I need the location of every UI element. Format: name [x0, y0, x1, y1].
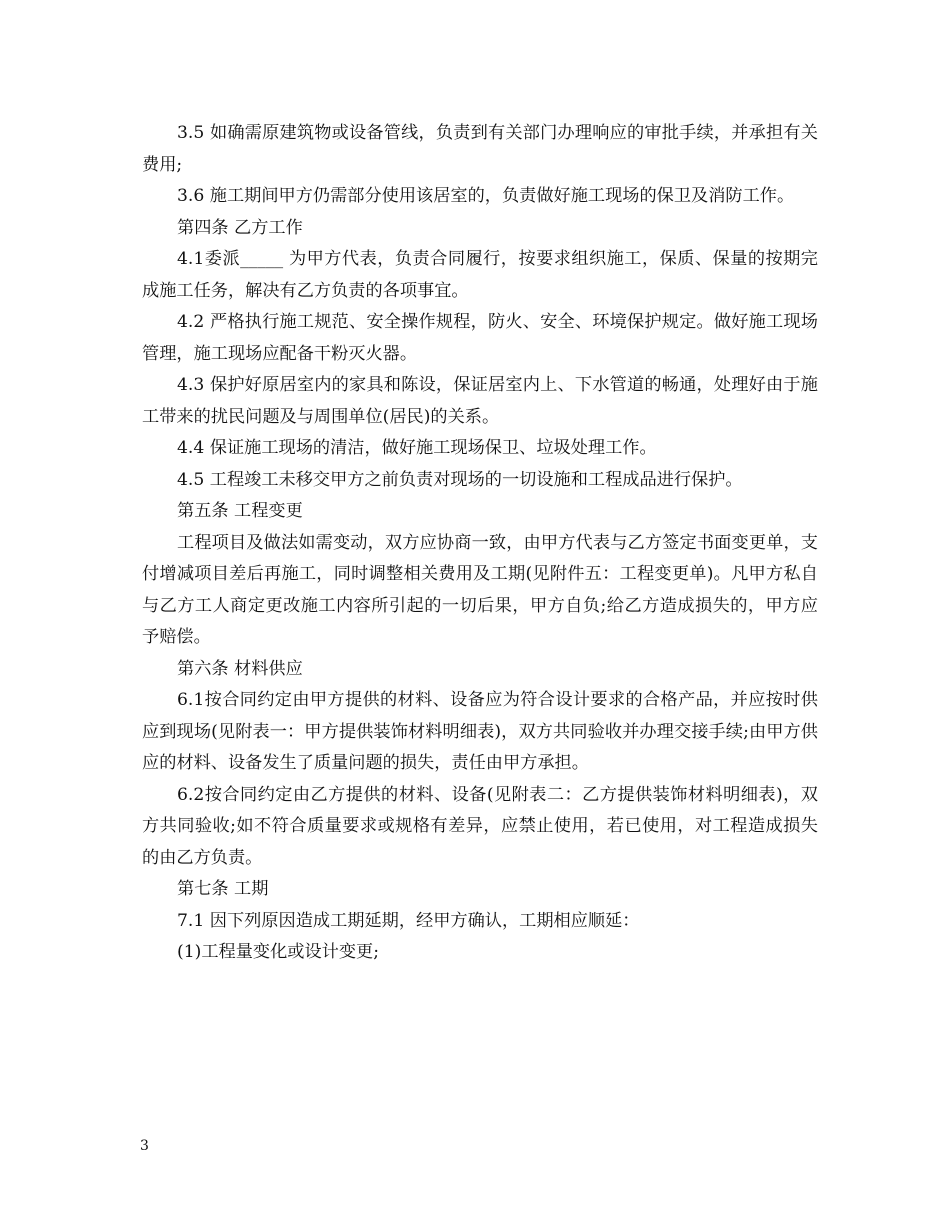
clause-6-2: 6.2按合同约定由乙方提供的材料、设备(见附表二：乙方提供装饰材料明细表)，双方共同验收;如不符合质量要求或规格有差异，应禁止使用，若已使用，对工程造成损失的由乙方负责。 [142, 784, 818, 868]
page-number: 3 [140, 1138, 149, 1154]
clause-4-5: 4.5 工程竣工未移交甲方之前负责对现场的一切设施和工程成品进行保护。 [177, 469, 743, 490]
clause-3-5: 3.5 如确需原建筑物或设备管线，负责到有关部门办理响应的审批手续，并承担有关费用; [142, 123, 818, 175]
clause-4-3: 4.3 保护好原居室内的家具和陈设，保证居室内上、下水管道的畅通，处理好由于施工带来的扰民问题及与周围单位(居民)的关系。 [142, 375, 818, 427]
clause-3-6: 3.6 施工期间甲方仍需部分使用该居室的，负责做好施工现场的保卫及消防工作。 [177, 186, 795, 206]
clause-4-2: 4.2 严格执行施工规范、安全操作规程，防火、安全、环境保护规定。做好施工现场管理，施工现场应配备干粉灭火器。 [142, 312, 818, 364]
article-5-body: 工程项目及做法如需变动，双方应协商一致，由甲方代表与乙方签定书面变更单，支付增减项目差后再施工，同时调整相关费用及工期(见附件五：工程变更单)。凡甲方私自与乙方工人商定更改施工内容所引起的一切后果，甲方自负;给乙方造成损失的，甲方应予赔偿。 [142, 532, 818, 647]
document-body [142, 118, 818, 969]
article-5-heading: 第五条 工程变更 [177, 501, 303, 521]
clause-7-1: 7.1 因下列原因造成工期延期，经甲方确认，工期相应顺延： [177, 910, 640, 931]
article-6-heading: 第六条 材料供应 [177, 658, 303, 679]
article-4-heading: 第四条 乙方工作 [177, 217, 303, 238]
clause-6-1: 6.1按合同约定由甲方提供的材料、设备应为符合设计要求的合格产品，并应按时供应到现场(见附表一：甲方提供装饰材料明细表)，双方共同验收并办理交接手续;由甲方供应的材料、设备发生了质量问题的损失，责任由甲方承担。 [142, 690, 818, 773]
clause-4-1: 4.1委派_____ 为甲方代表，负责合同履行，按要求组织施工，保质、保量的按期完成施工任务，解决有乙方负责的各项事宜。 [142, 249, 818, 301]
clause-4-4: 4.4 保证施工现场的清洁，做好施工现场保卫、垃圾处理工作。 [177, 438, 657, 458]
clause-7-1-item-1: (1)工程量变化或设计变更; [177, 942, 380, 962]
article-7-heading: 第七条 工期 [177, 879, 269, 899]
